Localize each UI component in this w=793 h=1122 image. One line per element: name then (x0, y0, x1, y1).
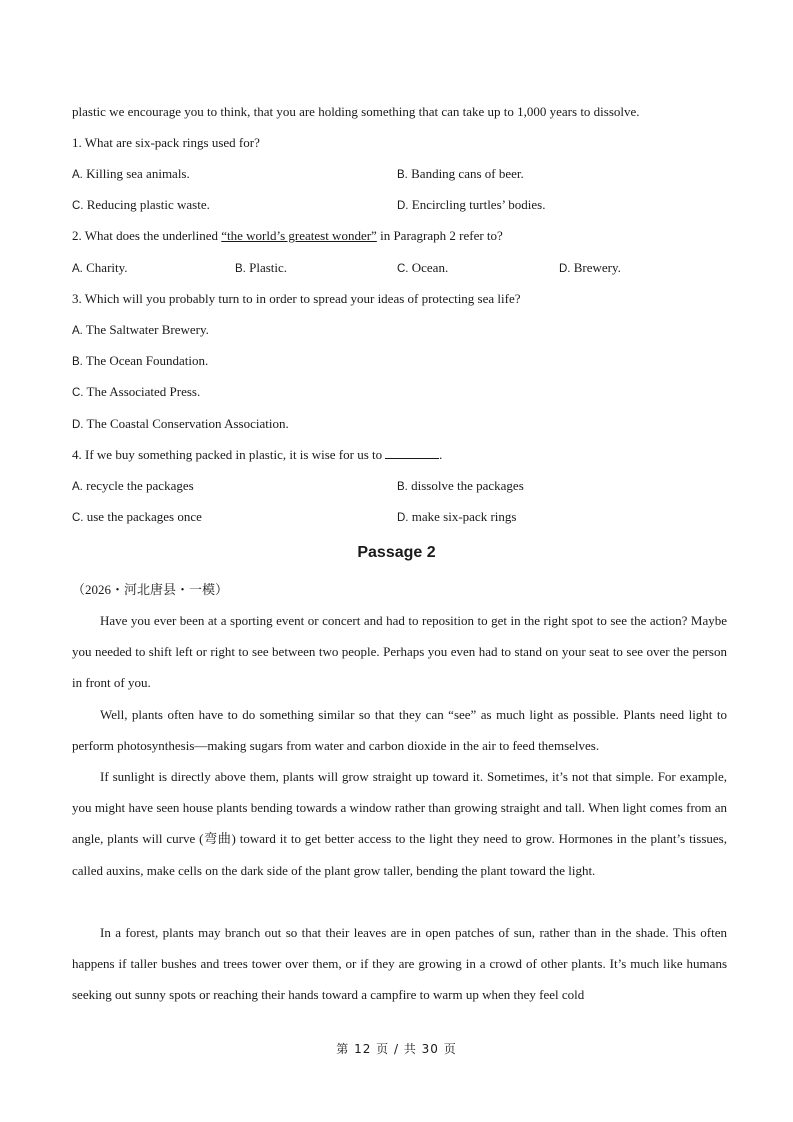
question-1-stem: 1. What are six-pack rings used for? (72, 135, 260, 150)
question-4-option-a: A. recycle the packages (72, 478, 194, 493)
question-3-option-a: A. The Saltwater Brewery. (72, 322, 209, 337)
question-2-option-b: B. Plastic. (235, 260, 288, 275)
question-3-stem: 3. Which will you probably turn to in order to spread your ideas of protecting sea life? (72, 291, 521, 306)
question-3-option-d: D. The Coastal Conservation Association. (72, 416, 289, 431)
question-4-option-d: D. make six-pack rings (397, 509, 517, 524)
question-1-option-a: A. Killing sea animals. (72, 166, 190, 181)
underlined-phrase: “the world’s greatest wonder” (221, 228, 377, 243)
question-4-stem: 4. If we buy something packed in plastic, it is wise for us to . (72, 447, 443, 462)
question-1-option-d: D. Encircling turtles’ bodies. (397, 197, 546, 212)
continued-text-line: plastic we encourage you to think, that you are holding something that can take up to 1,000 years to dissolve. (72, 104, 640, 119)
passage-paragraph-3: If sunlight is directly above them, plants will grow straight up toward it. Sometimes, it’s not that simple. For example, you might have seen house plants bending towards a window rather than growing straight and tall. When light comes from an angle, plants will curve (弯曲) toward it to get better access to the light they need to grow. Hormones in the plant’s tissues, called auxins, make cells on the dark side of the plant grow taller, bending the plant toward the light. (72, 769, 727, 878)
question-3-option-c: C. The Associated Press. (72, 384, 201, 399)
passage-title: Passage 2 (357, 544, 436, 561)
question-4-option-c: C. use the packages once (72, 509, 202, 524)
question-1-option-c: C. Reducing plastic waste. (72, 197, 210, 212)
answer-blank (385, 447, 439, 459)
page-footer: 第 12 页 / 共 30 页 (336, 1042, 457, 1056)
question-1-option-b: B. Banding cans of beer. (397, 166, 524, 181)
passage-paragraph-2: Well, plants often have to do something similar so that they can “see” as much light as possible. Plants need light to perform photosynthesis—making sugars from water and carbon dioxide in the air to feed themselves. (72, 707, 727, 754)
question-2-stem: 2. What does the underlined “the world’s greatest wonder” in Paragraph 2 refer to? (72, 228, 503, 243)
question-3-option-b: B. The Ocean Foundation. (72, 353, 209, 368)
passage-paragraph-4: In a forest, plants may branch out so that their leaves are in open patches of sun, rather than in the shade. This often happens if taller bushes and trees tower over them, or if they are growing in a crowd of other plants. It’s much like humans seeking out sunny spots or reaching their hands toward a campfire to warm up when they feel cold (72, 925, 727, 1003)
passage-paragraph-1: Have you ever been at a sporting event or concert and had to reposition to get in the right spot to see the action? Maybe you needed to shift left or right to see between two people. Perhaps you even had to stand on your seat to see over the person in front of you. (72, 613, 727, 691)
question-2-option-a: A. Charity. (72, 260, 128, 275)
passage-source: （2026・河北唐县・一模） (72, 582, 229, 597)
question-4-option-b: B. dissolve the packages (397, 478, 524, 493)
question-2-option-d: D. Brewery. (559, 260, 621, 275)
question-2-option-c: C. Ocean. (397, 260, 449, 275)
